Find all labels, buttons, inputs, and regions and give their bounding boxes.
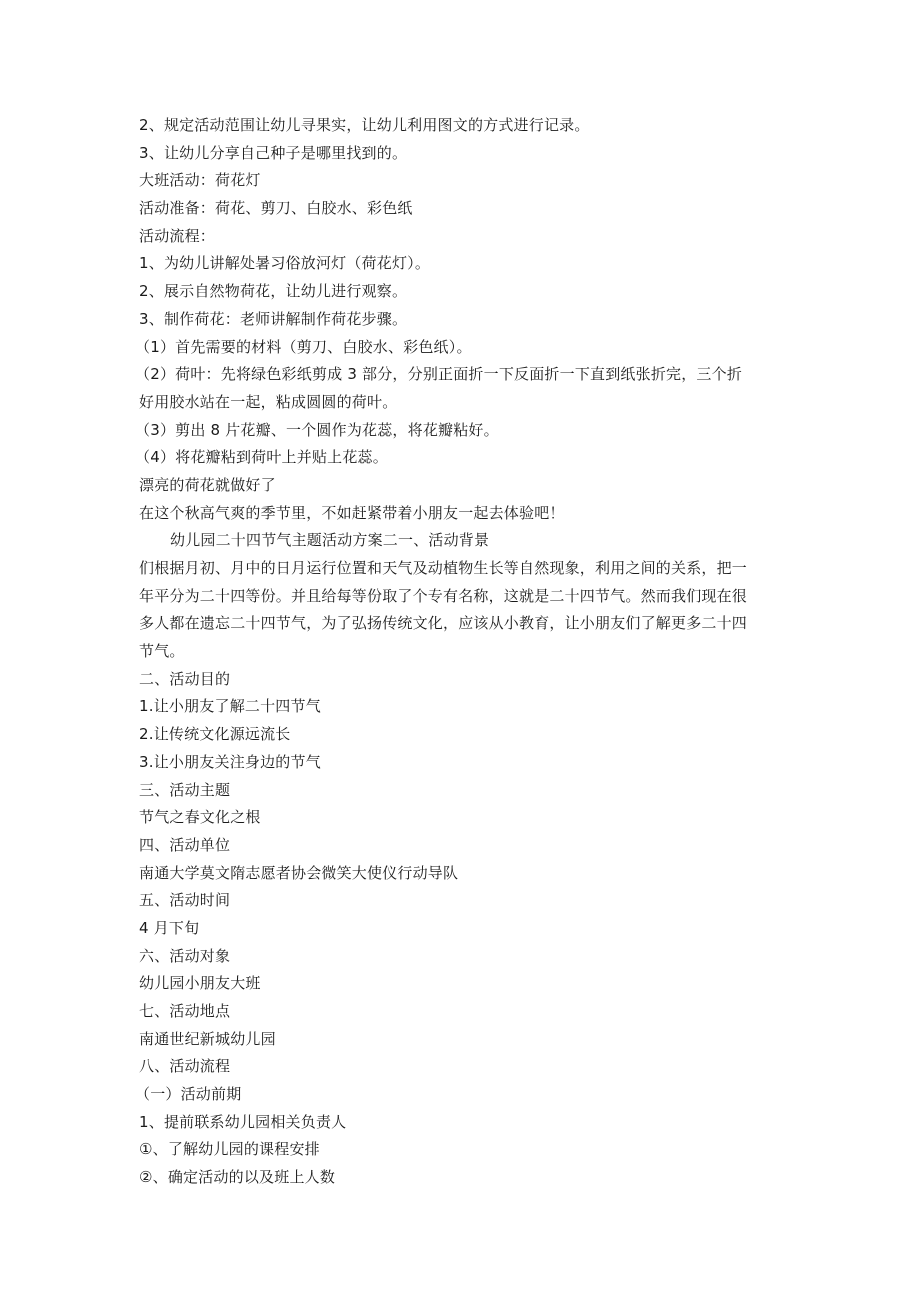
text-line: 3.让小朋友关注身边的节气 [139, 752, 321, 771]
text-line: 南通大学莫文隋志愿者协会微笑大使仪行动导队 [139, 863, 459, 882]
text-line: 节气。 [139, 642, 185, 661]
section-heading: 七、活动地点 [139, 1002, 231, 1020]
text-line: 4 月下旬 [139, 918, 200, 937]
text-line: 年平分为二十四等份。并且给每等份取了个专有名称，这就是二十四节气。然而我们现在很 [139, 586, 748, 605]
text-line: 幼儿园小朋友大班 [139, 974, 261, 993]
document-title: 幼儿园二十四节气主题活动方案二一、活动背景 [170, 531, 490, 550]
text-line: 漂亮的荷花就做好了 [139, 475, 276, 494]
text-line: 1.让小朋友了解二十四节气 [139, 697, 321, 716]
text-line: 南通世纪新城幼儿园 [139, 1029, 276, 1048]
text-line: 节气之春文化之根 [139, 808, 261, 827]
text-line: （2）荷叶：先将绿色彩纸剪成 3 部分，分别正面折一下反面折一下直到纸张折完，三个折 [135, 365, 743, 384]
text-line: 2、规定活动范围让幼儿寻果实，让幼儿利用图文的方式进行记录。 [139, 116, 590, 134]
text-line: 3、制作荷花：老师讲解制作荷花步骤。 [139, 309, 408, 328]
section-heading: 五、活动时间 [139, 891, 231, 910]
text-line: 活动流程： [139, 226, 216, 245]
section-heading: 大班活动：荷花灯 [139, 171, 261, 190]
text-line: （一）活动前期 [135, 1085, 242, 1104]
text-line: 1、提前联系幼儿园相关负责人 [139, 1112, 347, 1131]
section-heading: 四、活动单位 [139, 835, 231, 854]
text-line: 2.让传统文化源远流长 [139, 725, 291, 744]
section-heading: 六、活动对象 [139, 946, 231, 965]
section-heading: 八、活动流程 [139, 1057, 231, 1076]
text-line: 好用胶水站在一起，粘成圆圆的荷叶。 [139, 392, 398, 411]
document-body [135, 112, 789, 1192]
text-line: 2、展示自然物荷花，让幼儿进行观察。 [139, 282, 408, 301]
text-line: 多人都在遗忘二十四节气，为了弘扬传统文化，应该从小教育，让小朋友们了解更多二十四 [139, 614, 748, 633]
text-line: 1、为幼儿讲解处暑习俗放河灯（荷花灯）。 [139, 254, 431, 273]
text-line: 3、让幼儿分享自己种子是哪里找到的。 [139, 143, 408, 162]
text-line: 们根据月初、月中的日月运行位置和天气及动植物生长等自然现象，利用之间的关系，把一 [139, 559, 748, 577]
text-line: 在这个秋高气爽的季节里，不如赶紧带着小朋友一起去体验吧！ [139, 503, 565, 522]
text-line: （1）首先需要的材料（剪刀、白胶水、彩色纸）。 [135, 337, 472, 356]
text-line: ②、确定活动的以及班上人数 [139, 1168, 336, 1187]
section-heading: 二、活动目的 [139, 669, 231, 688]
section-heading: 三、活动主题 [139, 780, 231, 799]
text-line: 活动准备：荷花、剪刀、白胶水、彩色纸 [139, 199, 413, 218]
text-line: ①、了解幼儿园的课程安排 [139, 1140, 320, 1159]
text-line: （4）将花瓣粘到荷叶上并贴上花蕊。 [135, 448, 388, 467]
text-line: （3）剪出 8 片花瓣、一个圆作为花蕊，将花瓣粘好。 [135, 420, 499, 439]
